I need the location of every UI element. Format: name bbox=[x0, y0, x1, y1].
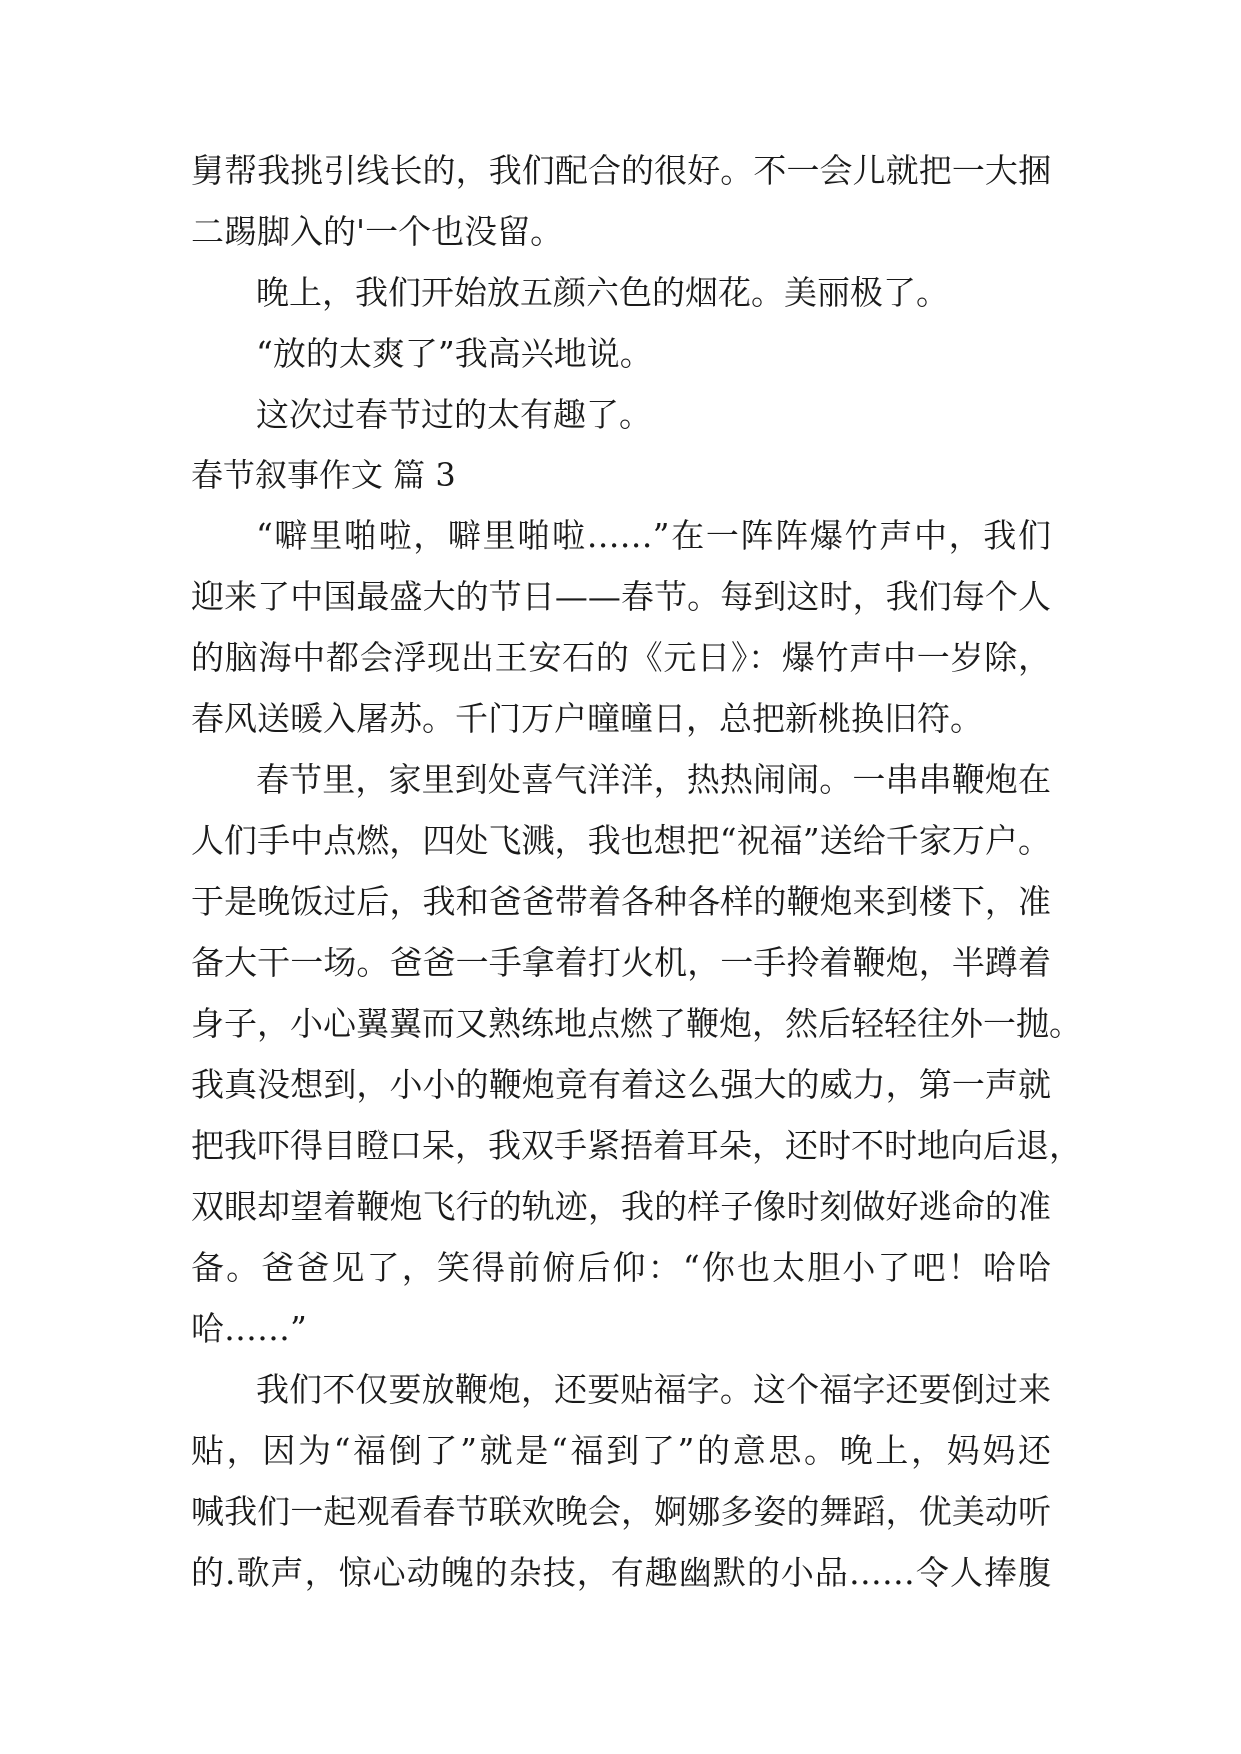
text-line: 备。爸爸见了，笑得前俯后仰：“你也太胆小了吧！哈哈 bbox=[191, 1248, 1051, 1287]
section-title: 春节叙事作文 篇 3 bbox=[191, 456, 456, 494]
text-line: 春节里，家里到处喜气洋洋，热热闹闹。一串串鞭炮在 bbox=[256, 760, 1051, 799]
text-line: 的脑海中都会浮现出王安石的《元日》：爆竹声中一岁除， bbox=[191, 638, 1051, 677]
text-line: 我们不仅要放鞭炮，还要贴福字。这个福字还要倒过来 bbox=[256, 1370, 1051, 1409]
text-line: 喊我们一起观看春节联欢晚会，婀娜多姿的舞蹈，优美动听 bbox=[191, 1492, 1051, 1531]
text-line: 的.歌声，惊心动魄的杂技，有趣幽默的小品……令人捧腹 bbox=[191, 1553, 1051, 1592]
paragraph-fun: 这次过春节过的太有趣了。 bbox=[256, 395, 652, 434]
text-line: 双眼却望着鞭炮飞行的轨迹，我的样子像时刻做好逃命的准 bbox=[191, 1187, 1051, 1226]
text-line: 贴，因为“福倒了”就是“福到了”的意思。晚上，妈妈还 bbox=[191, 1431, 1051, 1470]
text-line: 迎来了中国最盛大的节日——春节。每到这时，我们每个人 bbox=[191, 577, 1051, 616]
text-line: “噼里啪啦，噼里啪啦……”在一阵阵爆竹声中，我们 bbox=[256, 516, 1051, 555]
text-line: 舅帮我挑引线长的，我们配合的很好。不一会儿就把一大捆 bbox=[191, 151, 1051, 190]
text-line: 春风送暖入屠苏。千门万户曈曈日，总把新桃换旧符。 bbox=[191, 699, 983, 738]
text-line: 人们手中点燃，四处飞溅，我也想把“祝福”送给千家万户。 bbox=[191, 821, 1051, 860]
text-line: 我真没想到，小小的鞭炮竟有着这么强大的威力，第一声就 bbox=[191, 1065, 1051, 1104]
text-line: 哈……” bbox=[191, 1309, 307, 1348]
text-line: 备大干一场。爸爸一手拿着打火机，一手拎着鞭炮，半蹲着 bbox=[191, 943, 1051, 982]
paragraph-evening: 晚上，我们开始放五颜六色的烟花。美丽极了。 bbox=[256, 273, 949, 312]
paragraph-quote: “放的太爽了”我高兴地说。 bbox=[256, 334, 653, 373]
text-line: 于是晚饭过后，我和爸爸带着各种各样的鞭炮来到楼下，准 bbox=[191, 882, 1051, 921]
text-line: 二踢脚入的'一个也没留。 bbox=[191, 212, 564, 251]
text-line: 身子，小心翼翼而又熟练地点燃了鞭炮，然后轻轻往外一抛。 bbox=[191, 1004, 1082, 1043]
text-line: 把我吓得目瞪口呆，我双手紧捂着耳朵，还时不时地向后退， bbox=[191, 1126, 1082, 1165]
